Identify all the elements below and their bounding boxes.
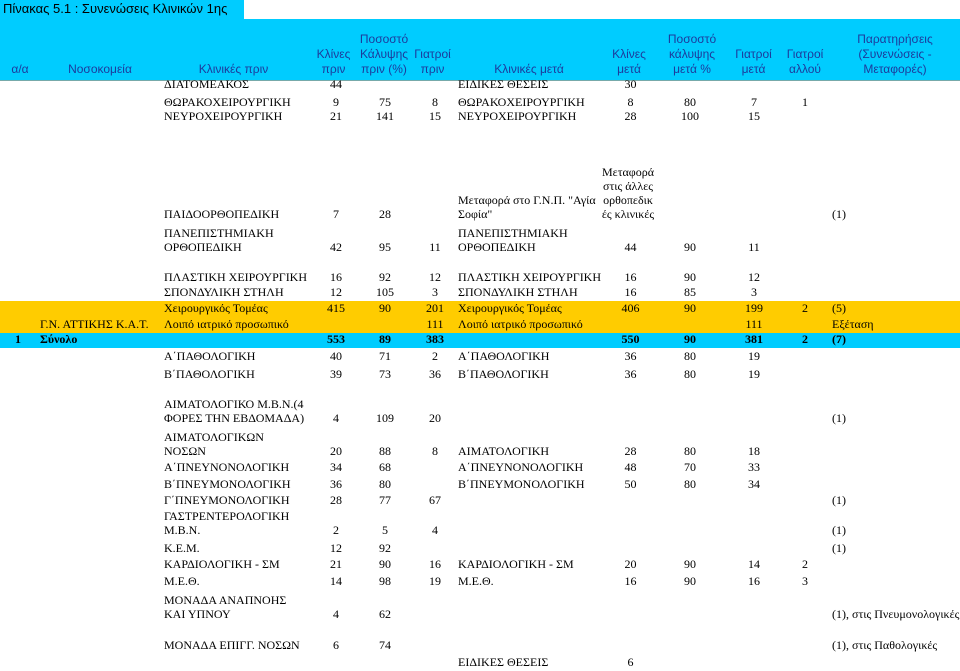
header-doctors-before: Γιατροί πριν [414, 47, 451, 76]
beds-after-cell: 20 [624, 557, 637, 571]
doctors-before-cell: 383 [426, 332, 444, 346]
clinic-before-cell: ΑΙΜΑΤΟΛΟΓΙΚΩΝ ΝΟΣΩΝ [164, 430, 264, 458]
beds-after-cell: Μεταφορά στις άλλες ορθοπεδικ ές κλινικές [601, 165, 655, 221]
doctors-after-cell: 3 [751, 285, 757, 299]
clinic-after-cell: ΠΑΝΕΠΙΣΤΗΜΙΑΚΗ ΟΡΘΟΠΕΔΙΚΗ [458, 226, 568, 254]
clinic-after-cell: ΠΛΑΣΤΙΚΗ ΧΕΙΡΟΥΡΓΙΚΗ [458, 270, 602, 284]
beds-after-cell: 16 [624, 285, 637, 299]
table-row [0, 590, 960, 623]
header-coverage-before: Ποσοστό Κάλυψης πριν (%) [359, 32, 409, 76]
beds-after-cell: 6 [627, 655, 634, 669]
header-notes: Παρατηρήσεις (Συνενώσεις - Μεταφορές) [857, 32, 933, 76]
clinic-after-cell: ΕΙΔΙΚΕΣ ΘΕΣΕΙΣ [458, 77, 549, 91]
doctors-after-cell: 19 [748, 367, 760, 381]
table-row [0, 365, 960, 383]
clinic-before-cell: ΔΙΑΤΟΜΕΑΚΟΣ [164, 77, 249, 91]
notes-cell: (5) [832, 301, 846, 315]
table-row [0, 111, 960, 125]
clinic-before-cell: Μ.Ε.Θ. [164, 574, 200, 588]
beds-before-cell: 553 [327, 332, 345, 346]
doctors-after-cell: 7 [751, 95, 757, 109]
coverage-before-cell: 68 [379, 460, 391, 474]
table-row [0, 383, 960, 427]
beds-before-cell: 9 [333, 95, 339, 109]
clinic-before-cell: Β΄ΠΝΕΥΜΟΝΟΛΟΓΙΚΗ [164, 477, 291, 491]
header-clinics-after: Κλινικές μετά [494, 62, 564, 76]
beds-after-cell: 50 [624, 477, 637, 491]
coverage-before-cell: 92 [379, 541, 391, 555]
table-row [0, 557, 960, 573]
beds-before-cell: 39 [330, 367, 342, 381]
clinic-after-cell: ΣΠΟΝΔΥΛΙΚΗ ΣΤΗΛΗ [458, 285, 578, 299]
notes-cell: (1) [832, 207, 846, 221]
coverage-before-cell: 90 [379, 557, 391, 571]
doctors-after-cell: 111 [745, 317, 763, 331]
notes-cell: Εξέταση [832, 317, 874, 331]
doctors-after-cell: 199 [745, 301, 763, 315]
coverage-after-cell: 90 [684, 270, 696, 284]
doctors-after-cell: 15 [748, 109, 760, 123]
clinic-before-cell: ΣΠΟΝΔΥΛΙΚΗ ΣΤΗΛΗ [164, 285, 284, 299]
coverage-before-cell: 89 [379, 332, 391, 346]
header-coverage-after: Ποσοστό κάλυψης μετά % [667, 32, 717, 76]
coverage-after-cell: 90 [684, 240, 696, 254]
clinic-after-cell: Χειρουργικός Τομέας [458, 301, 562, 315]
notes-cell: (1) [832, 493, 846, 507]
doctors-before-cell: 8 [432, 444, 438, 458]
beds-after-cell: 550 [621, 332, 640, 346]
doctors-other-cell: 2 [802, 301, 808, 315]
notes-cell: (1), στις Παθολογικές [832, 638, 938, 652]
table-row [0, 460, 960, 476]
clinic-before-cell: Α΄ΠΝΕΥΝΟΝΟΛΟΓΙΚΗ [164, 460, 290, 474]
beds-before-cell: 34 [330, 460, 342, 474]
coverage-before-cell: 80 [379, 477, 391, 491]
clinic-before-cell: ΓΑΣΤΡΕΝΤΕΡΟΛΟΓΙΚΗ Μ.Β.Ν. [164, 509, 290, 537]
coverage-before-cell: 77 [379, 493, 391, 507]
clinic-after-cell: ΑΙΜΑΤΟΛΟΓΙΚΗ [458, 444, 550, 458]
notes-cell: (1) [832, 523, 846, 537]
table-row [0, 286, 960, 301]
beds-before-cell: 4 [333, 607, 339, 621]
coverage-before-cell: 141 [376, 109, 394, 123]
table-title: Πίνακας 5.1 : Συνενώσεις Κλινικών 1ης [0, 0, 244, 19]
doctors-before-cell: 201 [426, 301, 444, 315]
beds-after-cell: 48 [624, 460, 637, 474]
beds-before-cell: 28 [330, 493, 342, 507]
beds-before-cell: 36 [330, 477, 342, 491]
clinic-after-cell: Λοιπό ιατρικό προσωπικό [458, 317, 583, 331]
coverage-before-cell: 28 [379, 207, 391, 221]
table-row [0, 223, 960, 256]
doctors-before-cell: 20 [429, 411, 441, 425]
clinic-after-cell: Μεταφορά στο Γ.Ν.Π. "Αγία Σοφία" [458, 193, 596, 221]
doctors-after-cell: 16 [748, 574, 760, 588]
clinic-after-cell: ΝΕΥΡΟΧΕΙΡΟΥΡΓΙΚΗ [458, 109, 577, 123]
clinic-before-cell: ΠΑΙΔΟΟΡΘΟΠΕΔΙΚΗ [164, 207, 280, 221]
coverage-after-cell: 80 [684, 349, 696, 363]
header-doctors-after: Γιατροί μετά [735, 47, 772, 76]
clinic-after-cell: ΘΩΡΑΚΟΧΕΙΡΟΥΡΓΙΚΗ [458, 95, 585, 109]
hospital-cell: Σύνολο [40, 332, 78, 346]
doctors-before-cell: 3 [432, 285, 438, 299]
beds-after-cell: 28 [624, 444, 637, 458]
doctors-after-cell: 14 [748, 557, 760, 571]
table-row [0, 623, 960, 654]
doctors-other-cell: 2 [802, 332, 808, 346]
doctors-before-cell: 2 [432, 349, 438, 363]
notes-cell: (1) [832, 541, 846, 555]
clinic-before-cell: ΝΕΥΡΟΧΕΙΡΟΥΡΓΙΚΗ [164, 109, 283, 123]
clinic-before-cell: ΠΛΑΣΤΙΚΗ ΧΕΙΡΟΥΡΓΙΚΗ [164, 270, 308, 284]
coverage-after-cell: 80 [684, 477, 696, 491]
coverage-after-cell: 80 [684, 444, 696, 458]
beds-before-cell: 6 [333, 638, 339, 652]
beds-before-cell: 21 [330, 557, 342, 571]
table-row [0, 509, 960, 539]
doctors-after-cell: 18 [748, 444, 760, 458]
coverage-before-cell: 62 [379, 607, 391, 621]
coverage-after-cell: 85 [684, 285, 696, 299]
clinic-before-cell: ΘΩΡΑΚΟΧΕΙΡΟΥΡΓΙΚΗ [164, 95, 291, 109]
doctors-before-cell: 12 [429, 270, 441, 284]
beds-after-cell: 30 [624, 77, 637, 91]
clinic-after-cell: Μ.Ε.Θ. [458, 574, 494, 588]
coverage-before-cell: 5 [382, 523, 388, 537]
coverage-before-cell: 73 [379, 367, 391, 381]
notes-cell: (1) [832, 411, 846, 425]
table-row [0, 333, 960, 348]
coverage-before-cell: 105 [376, 285, 394, 299]
coverage-after-cell: 90 [684, 557, 696, 571]
clinic-after-cell: Α΄ΠΑΘΟΛΟΓΙΚΗ [458, 349, 550, 363]
doctors-after-cell: 12 [748, 270, 760, 284]
table-row [0, 573, 960, 590]
doctors-after-cell: 381 [745, 332, 763, 346]
beds-after-cell: 8 [627, 95, 634, 109]
beds-before-cell: 7 [333, 207, 339, 221]
coverage-after-cell: 70 [684, 460, 696, 474]
clinic-before-cell: ΚΑΡΔΙΟΛΟΓΙΚΗ - ΣΜ [164, 557, 280, 571]
clinic-before-cell: Λοιπό ιατρικό προσωπικό [164, 317, 289, 331]
doctors-before-cell: 11 [429, 240, 441, 254]
clinic-before-cell: ΠΑΝΕΠΙΣΤΗΜΙΑΚΗ ΟΡΘΟΠΕΔΙΚΗ [164, 226, 274, 254]
beds-after-cell: 44 [624, 240, 637, 254]
clinic-after-cell: ΚΑΡΔΙΟΛΟΓΙΚΗ - ΣΜ [458, 557, 574, 571]
header-clinics-before: Κλινικές πριν [198, 62, 269, 76]
coverage-before-cell: 92 [379, 270, 391, 284]
beds-after-cell: 36 [624, 349, 637, 363]
coverage-after-cell: 90 [684, 332, 696, 346]
doctors-before-cell: 19 [429, 574, 441, 588]
beds-before-cell: 4 [333, 411, 339, 425]
table-row [0, 77, 960, 93]
table-row [0, 476, 960, 493]
beds-after-cell: 16 [624, 574, 637, 588]
hospital-cell: Γ.Ν. ΑΤΤΙΚΗΣ Κ.Α.Τ. [40, 317, 149, 331]
notes-cell: (7) [832, 332, 846, 346]
doctors-before-cell: 36 [429, 367, 441, 381]
beds-before-cell: 40 [330, 349, 342, 363]
doctors-other-cell: 2 [802, 557, 808, 571]
table-row [0, 317, 960, 333]
header-hospital: Νοσοκομεία [68, 62, 132, 76]
doctors-other-cell: 1 [802, 95, 808, 109]
doctors-before-cell: 8 [432, 95, 438, 109]
coverage-after-cell: 90 [684, 574, 696, 588]
coverage-before-cell: 90 [379, 301, 391, 315]
table-row [0, 427, 960, 460]
beds-before-cell: 44 [330, 77, 342, 91]
clinic-before-cell: Α΄ΠΑΘΟΛΟΓΙΚΗ [164, 349, 256, 363]
doctors-other-cell: 3 [802, 574, 808, 588]
clinic-before-cell: Χειρουργικός Τομέας [164, 301, 268, 315]
table-row [0, 654, 960, 671]
coverage-after-cell: 80 [684, 95, 696, 109]
beds-after-cell: 16 [624, 270, 637, 284]
coverage-before-cell: 71 [379, 349, 391, 363]
beds-before-cell: 20 [330, 444, 342, 458]
beds-before-cell: 16 [330, 270, 342, 284]
doctors-after-cell: 33 [748, 460, 760, 474]
coverage-before-cell: 74 [379, 638, 391, 652]
coverage-after-cell: 80 [684, 367, 696, 381]
clinic-after-cell: Β΄ΠΝΕΥΜΟΝΟΛΟΓΙΚΗ [458, 477, 585, 491]
table-row [0, 256, 960, 286]
beds-after-cell: 406 [621, 301, 640, 315]
header-row [0, 19, 960, 81]
clinic-before-cell: Β΄ΠΑΘΟΛΟΓΙΚΗ [164, 367, 255, 381]
beds-before-cell: 14 [330, 574, 342, 588]
beds-before-cell: 415 [327, 301, 345, 315]
clinic-after-cell: ΕΙΔΙΚΕΣ ΘΕΣΕΙΣ [458, 655, 549, 669]
beds-before-cell: 42 [330, 240, 342, 254]
coverage-before-cell: 98 [379, 574, 391, 588]
beds-after-cell: 36 [624, 367, 637, 381]
doctors-before-cell: 16 [429, 557, 441, 571]
beds-before-cell: 12 [330, 285, 342, 299]
clinic-before-cell: Κ.Ε.Μ. [164, 541, 200, 555]
coverage-after-cell: 90 [684, 301, 696, 315]
header-aa: α/α [11, 62, 29, 76]
doctors-before-cell: 111 [426, 317, 444, 331]
clinic-before-cell: ΜΟΝΑΔΑ ΕΠΙΓΓ. ΝΟΣΩΝ [164, 638, 300, 652]
beds-after-cell: 28 [624, 109, 637, 123]
doctors-before-cell: 67 [429, 493, 441, 507]
coverage-before-cell: 109 [376, 411, 394, 425]
doctors-before-cell: 15 [429, 109, 441, 123]
coverage-after-cell: 100 [681, 109, 699, 123]
header-beds-before: Κλίνες πριν [316, 47, 351, 76]
table-row [0, 348, 960, 365]
table-row [0, 125, 960, 223]
beds-before-cell: 2 [333, 523, 339, 537]
clinic-before-cell: ΜΟΝΑΔΑ ΑΝΑΠΝΟΗΣ ΚΑΙ ΥΠΝΟΥ [164, 593, 287, 621]
coverage-before-cell: 88 [379, 444, 391, 458]
coverage-before-cell: 75 [379, 95, 391, 109]
clinic-before-cell: Γ΄ΠΝΕΥΜΟΝΟΛΟΓΙΚΗ [164, 493, 290, 507]
doctors-after-cell: 19 [748, 349, 760, 363]
beds-before-cell: 12 [330, 541, 342, 555]
clinic-before-cell: ΑΙΜΑΤΟΛΟΓΙΚΟ Μ.Β.Ν.(4 ΦΟΡΕΣ ΤΗΝ ΕΒΔΟΜΑΔΑ) [164, 397, 305, 425]
coverage-before-cell: 95 [379, 240, 391, 254]
clinic-after-cell: Α΄ΠΝΕΥΝΟΝΟΛΟΓΙΚΗ [458, 460, 584, 474]
doctors-after-cell: 11 [748, 240, 760, 254]
row-number: 1 [15, 332, 21, 346]
header-doctors-other: Γιατροί αλλού [786, 47, 824, 76]
table-row [0, 539, 960, 557]
notes-cell: (1), στις Πνευμονολογικές [832, 607, 960, 621]
header-beds-after: Κλίνες μετά [612, 47, 646, 76]
clinic-after-cell: Β΄ΠΑΘΟΛΟΓΙΚΗ [458, 367, 549, 381]
table-row [0, 493, 960, 509]
doctors-before-cell: 4 [432, 523, 438, 537]
doctors-after-cell: 34 [748, 477, 760, 491]
table-row [0, 301, 960, 317]
beds-before-cell: 21 [330, 109, 342, 123]
